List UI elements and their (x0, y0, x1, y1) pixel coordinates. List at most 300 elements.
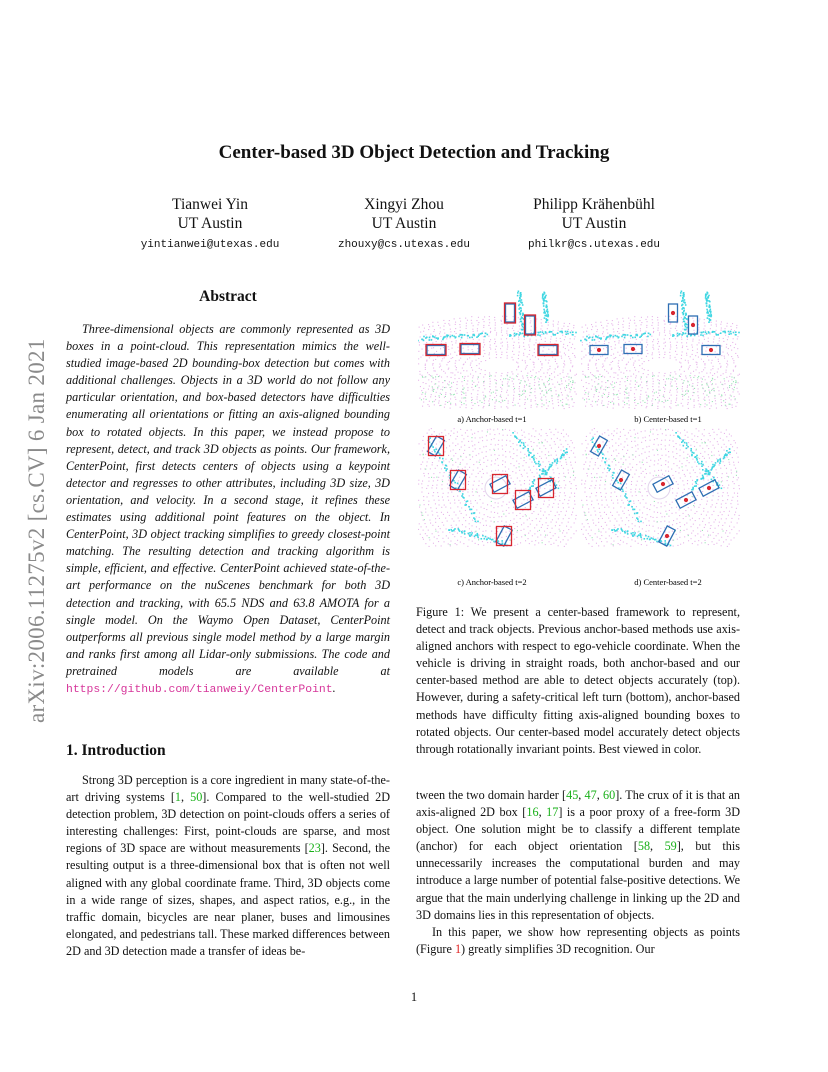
lidar-point (585, 515, 586, 516)
lidar-point (697, 382, 698, 383)
lidar-point (502, 384, 503, 385)
lidar-point (612, 361, 613, 362)
lidar-point (550, 388, 551, 389)
lidar-point (737, 522, 738, 523)
lidar-point (436, 374, 437, 375)
lidar-point (588, 369, 589, 370)
lidar-point (664, 327, 665, 328)
lidar-point (443, 493, 444, 494)
lidar-point (491, 521, 492, 522)
lidar-point (515, 484, 516, 485)
lidar-point (557, 324, 558, 325)
lidar-point (724, 433, 725, 434)
lidar-point (693, 524, 694, 525)
lidar-point (541, 473, 543, 475)
lidar-point (600, 515, 601, 516)
lidar-point (642, 400, 643, 401)
lidar-point (536, 458, 537, 459)
lidar-point (640, 384, 641, 385)
lidar-point (729, 511, 730, 512)
lidar-point (610, 402, 611, 403)
lidar-point (609, 468, 611, 470)
lidar-point (671, 403, 672, 404)
lidar-point (618, 366, 619, 367)
lidar-point (673, 456, 674, 457)
author-email: philkr@cs.utexas.edu (527, 239, 661, 251)
lidar-point (497, 390, 498, 391)
lidar-point (480, 464, 481, 465)
lidar-point (519, 399, 520, 400)
lidar-point (627, 388, 628, 389)
lidar-point (463, 364, 464, 365)
lidar-point (599, 341, 600, 342)
lidar-point (465, 362, 466, 363)
lidar-point (588, 533, 589, 534)
lidar-point (625, 376, 626, 377)
lidar-point (727, 457, 728, 458)
lidar-point (647, 388, 648, 389)
lidar-point (628, 432, 629, 433)
lidar-point (657, 317, 658, 318)
lidar-point (524, 483, 525, 484)
lidar-point (640, 402, 641, 403)
lidar-point (710, 328, 711, 329)
lidar-point (450, 337, 451, 338)
lidar-point (677, 518, 678, 519)
lidar-point (432, 533, 433, 534)
lidar-point (519, 326, 520, 327)
lidar-point (715, 357, 716, 358)
lidar-point (428, 530, 429, 531)
lidar-point (495, 393, 496, 394)
lidar-point (684, 474, 685, 475)
lidar-point (713, 339, 714, 340)
lidar-point (662, 474, 663, 475)
lidar-point (563, 450, 565, 452)
lidar-point (737, 504, 738, 505)
lidar-point (439, 367, 440, 368)
lidar-point (430, 375, 431, 376)
lidar-point (708, 318, 710, 320)
lidar-point (732, 342, 733, 343)
lidar-point (608, 518, 609, 519)
lidar-point (672, 531, 673, 532)
lidar-point (646, 319, 647, 320)
lidar-point (721, 545, 722, 546)
lidar-point (437, 492, 438, 493)
lidar-point (485, 536, 487, 538)
lidar-point (483, 382, 484, 383)
lidar-point (690, 377, 691, 378)
lidar-point (606, 320, 607, 321)
lidar-point (582, 398, 583, 399)
lidar-point (548, 369, 549, 370)
lidar-point (475, 531, 476, 532)
lidar-point (591, 504, 592, 505)
lidar-point (586, 530, 587, 531)
lidar-point (617, 512, 618, 513)
lidar-point (726, 326, 727, 327)
lidar-point (700, 404, 701, 405)
lidar-point (443, 326, 444, 327)
lidar-point (505, 516, 506, 517)
lidar-point (533, 458, 535, 460)
lidar-point (483, 356, 484, 357)
lidar-point (679, 375, 680, 376)
citation[interactable]: 60 (603, 788, 616, 802)
lidar-point (571, 483, 572, 484)
lidar-point (724, 450, 725, 451)
lidar-point (521, 474, 522, 475)
citation[interactable]: 23 (308, 841, 321, 856)
lidar-point (582, 344, 583, 345)
lidar-point (448, 349, 449, 350)
lidar-point (665, 445, 666, 446)
lidar-point (592, 436, 593, 437)
lidar-point (537, 473, 538, 474)
lidar-point (727, 487, 728, 488)
lidar-point (605, 497, 606, 498)
lidar-point (633, 459, 634, 460)
lidar-point (678, 472, 679, 473)
lidar-point (519, 391, 520, 392)
lidar-point (453, 394, 454, 395)
citation[interactable]: 1 (174, 790, 181, 805)
lidar-point (708, 537, 709, 538)
lidar-point (693, 389, 694, 390)
lidar-point (547, 381, 548, 382)
lidar-point (704, 367, 705, 368)
lidar-point (555, 525, 556, 526)
figure-reference[interactable]: 1 (454, 941, 462, 956)
lidar-point (645, 503, 646, 504)
lidar-point (735, 353, 736, 354)
lidar-point (473, 339, 474, 340)
lidar-point (736, 325, 737, 326)
lidar-point (627, 450, 628, 451)
lidar-point (624, 447, 625, 448)
lidar-point (678, 436, 680, 438)
lidar-point (460, 327, 461, 328)
lidar-point (537, 537, 538, 538)
lidar-point (640, 394, 641, 395)
lidar-point (624, 532, 626, 534)
lidar-point (490, 517, 491, 518)
lidar-point (664, 521, 665, 522)
lidar-point (654, 539, 656, 541)
lidar-point (730, 395, 731, 396)
lidar-point (630, 489, 631, 490)
lidar-point (692, 347, 693, 348)
lidar-point (611, 368, 612, 369)
lidar-point (529, 383, 530, 384)
citation[interactable]: 58 (637, 839, 651, 854)
lidar-point (427, 535, 428, 536)
lidar-point (722, 514, 723, 515)
lidar-point (539, 442, 540, 443)
lidar-point (465, 520, 466, 521)
lidar-point (604, 512, 605, 513)
lidar-point (433, 347, 434, 348)
lidar-point (467, 338, 468, 339)
lidar-point (673, 463, 674, 464)
lidar-point (432, 388, 433, 389)
lidar-point (711, 451, 712, 452)
lidar-point (630, 469, 631, 470)
lidar-point (605, 458, 607, 460)
lidar-point (477, 399, 478, 400)
lidar-point (446, 535, 447, 536)
lidar-point (518, 355, 519, 356)
citation[interactable]: 50 (190, 790, 203, 805)
lidar-point (739, 488, 740, 489)
lidar-point (535, 388, 536, 389)
lidar-point (588, 454, 589, 455)
lidar-point (642, 387, 643, 388)
lidar-point (514, 335, 516, 337)
lidar-point (477, 330, 478, 331)
lidar-point (726, 366, 727, 367)
lidar-point (471, 441, 472, 442)
lidar-point (598, 396, 599, 397)
figure-1 (418, 290, 740, 590)
lidar-point (615, 335, 617, 337)
lidar-point (436, 351, 437, 352)
lidar-point (478, 442, 479, 443)
lidar-point (646, 406, 647, 407)
lidar-point (495, 402, 496, 403)
lidar-point (530, 339, 531, 340)
lidar-point (663, 348, 664, 349)
lidar-point (695, 481, 697, 483)
lidar-point (515, 488, 516, 489)
lidar-point (703, 399, 704, 400)
lidar-point (645, 452, 646, 453)
lidar-point (717, 461, 719, 463)
lidar-point (634, 397, 635, 398)
lidar-point (556, 540, 557, 541)
lidar-point (664, 505, 665, 506)
lidar-point (533, 483, 535, 485)
lidar-point (701, 439, 702, 440)
lidar-point (712, 401, 713, 402)
lidar-point (638, 521, 640, 523)
lidar-point (695, 485, 697, 487)
lidar-point (594, 339, 596, 341)
lidar-point (621, 500, 622, 501)
lidar-point (618, 390, 619, 391)
lidar-point (634, 320, 635, 321)
lidar-point (449, 515, 450, 516)
lidar-point (665, 464, 666, 465)
lidar-point (659, 401, 660, 402)
lidar-point (630, 335, 632, 337)
lidar-point (475, 534, 477, 536)
lidar-point (437, 322, 438, 323)
lidar-point (730, 333, 732, 335)
lidar-point (419, 342, 420, 343)
lidar-point (733, 362, 734, 363)
lidar-point (494, 521, 495, 522)
lidar-point (626, 543, 627, 544)
lidar-point (440, 441, 441, 442)
lidar-point (709, 433, 710, 434)
lidar-point (726, 468, 727, 469)
lidar-point (658, 502, 659, 503)
lidar-point (684, 530, 685, 531)
lidar-point (606, 460, 607, 461)
lidar-point (575, 382, 576, 383)
lidar-point (544, 531, 545, 532)
lidar-point (506, 525, 507, 526)
lidar-point (420, 332, 421, 333)
lidar-point (540, 376, 541, 377)
lidar-point (625, 334, 627, 336)
lidar-point (687, 454, 688, 455)
lidar-point (722, 529, 723, 530)
lidar-point (483, 398, 484, 399)
lidar-point (586, 331, 587, 332)
citation[interactable]: 47 (584, 788, 597, 802)
lidar-point (461, 337, 463, 339)
lidar-point (594, 348, 595, 349)
lidar-point (566, 511, 567, 512)
lidar-point (423, 454, 424, 455)
lidar-point (682, 470, 683, 471)
detected-object (699, 480, 719, 496)
lidar-point (425, 364, 426, 365)
lidar-point (649, 435, 650, 436)
lidar-point (531, 399, 532, 400)
lidar-point (737, 500, 738, 501)
lidar-point (555, 444, 556, 445)
lidar-point (432, 511, 433, 512)
lidar-point (598, 531, 599, 532)
lidar-point (628, 526, 629, 527)
lidar-point (616, 382, 617, 383)
lidar-point (423, 520, 424, 521)
lidar-point (465, 504, 467, 506)
lidar-point (547, 435, 548, 436)
lidar-point (548, 405, 549, 406)
lidar-point (558, 537, 559, 538)
lidar-point (450, 387, 451, 388)
lidar-point (502, 345, 503, 346)
lidar-point (571, 440, 572, 441)
lidar-point (534, 492, 535, 493)
lidar-point (728, 440, 729, 441)
lidar-point (574, 479, 575, 480)
lidar-point (622, 324, 623, 325)
citation[interactable]: 59 (664, 839, 677, 854)
lidar-point (642, 437, 643, 438)
lidar-point (450, 389, 451, 390)
lidar-point (687, 480, 688, 481)
lidar-point (686, 342, 687, 343)
lidar-point (570, 332, 572, 334)
lidar-point (658, 383, 659, 384)
lidar-point (638, 500, 639, 501)
lidar-point (653, 383, 654, 384)
lidar-point (720, 382, 721, 383)
lidar-point (646, 325, 647, 326)
lidar-point (529, 496, 530, 497)
lidar-point (688, 391, 689, 392)
citation[interactable]: 17 (546, 805, 559, 820)
lidar-point (539, 491, 540, 492)
lidar-point (589, 488, 590, 489)
lidar-point (465, 526, 466, 527)
lidar-point (700, 531, 701, 532)
lidar-point (635, 351, 636, 352)
lidar-point (501, 537, 502, 538)
lidar-point (684, 395, 685, 396)
lidar-point (524, 432, 525, 433)
lidar-point (653, 328, 654, 329)
lidar-point (506, 333, 507, 334)
citation[interactable]: 45 (566, 788, 579, 802)
lidar-point (472, 445, 473, 446)
lidar-point (559, 485, 560, 486)
lidar-point (688, 362, 689, 363)
lidar-point (669, 331, 670, 332)
lidar-point (738, 332, 740, 334)
code-link[interactable]: https://github.com/tianweiy/CenterPoint (66, 683, 333, 696)
lidar-point (543, 309, 545, 311)
lidar-point (664, 397, 665, 398)
lidar-point (727, 476, 728, 477)
lidar-point (647, 508, 648, 509)
lidar-point (593, 355, 594, 356)
lidar-point (432, 342, 433, 343)
lidar-point (613, 435, 614, 436)
lidar-point (694, 399, 695, 400)
lidar-point (539, 475, 541, 477)
lidar-point (472, 541, 473, 542)
lidar-point (461, 336, 462, 337)
lidar-point (591, 439, 593, 441)
lidar-point (736, 453, 737, 454)
lidar-point (552, 528, 553, 529)
lidar-point (454, 531, 455, 532)
lidar-point (733, 477, 734, 478)
lidar-point (670, 335, 671, 336)
lidar-point (707, 531, 708, 532)
lidar-point (590, 461, 591, 462)
lidar-point (529, 318, 530, 319)
lidar-point (622, 511, 623, 512)
lidar-point (576, 515, 577, 516)
lidar-point (574, 402, 575, 403)
lidar-point (647, 495, 648, 496)
lidar-point (624, 398, 625, 399)
lidar-point (450, 545, 451, 546)
lidar-point (673, 377, 674, 378)
lidar-point (543, 395, 544, 396)
lidar-point (489, 403, 490, 404)
lidar-point (563, 530, 564, 531)
lidar-point (518, 300, 520, 302)
citation[interactable]: 16 (526, 805, 539, 820)
lidar-point (739, 530, 740, 531)
lidar-point (507, 355, 508, 356)
lidar-point (687, 470, 688, 471)
lidar-point (572, 366, 573, 367)
lidar-point (479, 387, 480, 388)
lidar-point (639, 320, 640, 321)
lidar-point (540, 508, 541, 509)
lidar-point (567, 333, 569, 335)
